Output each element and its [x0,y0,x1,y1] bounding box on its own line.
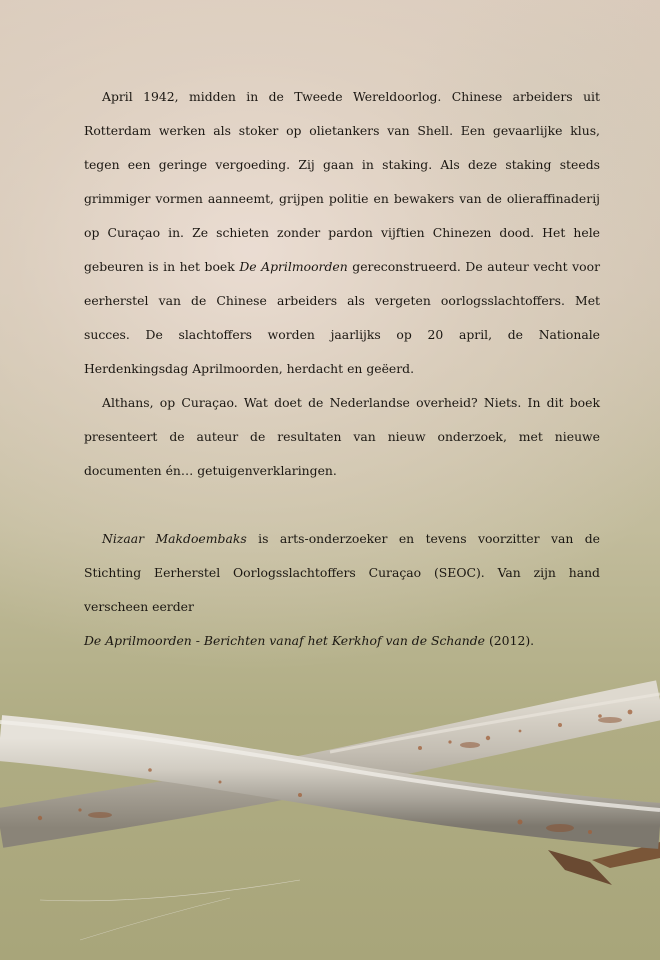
book-title: De Aprilmoorden [239,259,348,274]
intro-text-a: April 1942, midden in de Tweede Wereldoorlog. Chinese arbeiders uit Rotterdam werken als stoker op olietankers van Shell. Een gevaarlijke klus, tegen een geringe vergoeding. Zij gaan in staking. Als deze staking steeds grimmiger vormen aanneemt, grijpen politie en bewakers van de olieraffinaderij op Curaçao in. Ze schieten zonder pardon vijftien Chinezen dood. Het hele gebeuren is in het boek [84,89,600,274]
back-cover-text [84,80,600,658]
intro-text-b: gereconstrueerd. De auteur vecht voor eerherstel van de Chinese arbeiders als vergeten oorlogsslachtoffers. Met succes. De slachtoffers worden jaarlijks op 20 april, de Nationale Herdenkingsdag Aprilmoorden, herdacht en geëerd. [84,259,600,376]
author-bio-text: is arts-onderzoeker en tevens voorzitter van de Stichting Eerherstel Oorlogsslachtoffers Curaçao (SEOC). Van zijn hand verscheen eerder [84,531,600,614]
intro-paragraph-1 [84,80,600,386]
author-bio-paragraph [84,522,600,658]
earlier-book-title: De Aprilmoorden - Berichten vanaf het Kerkhof van de Schande [84,633,486,648]
earlier-book-year: (2012). [485,633,535,648]
intro-paragraph-2: Althans, op Curaçao. Wat doet de Nederlandse overheid? Niets. In dit boek presenteert de auteur de resultaten van nieuw onderzoek, met nieuwe documenten én… getuigenverklaringen. [84,395,600,478]
author-name: Nizaar Makdoembaks [102,531,247,546]
